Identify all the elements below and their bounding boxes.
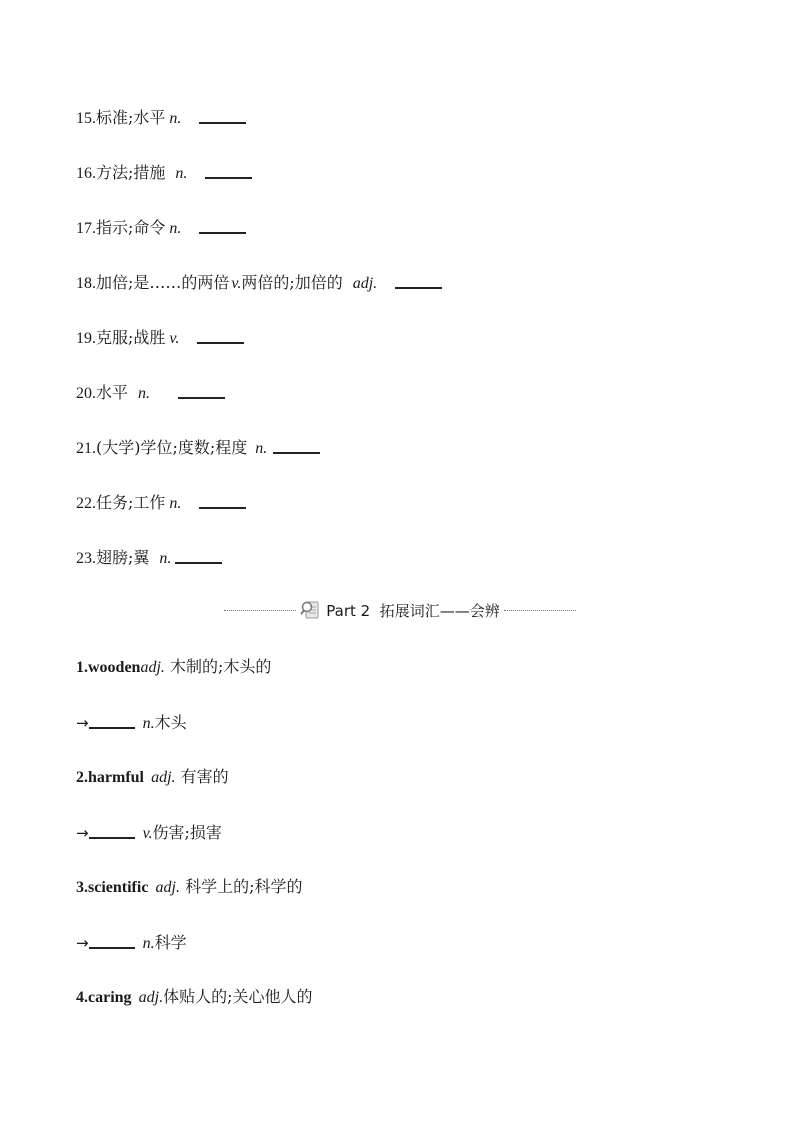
derivation-item-3: 3.scientific adj. 科学上的;科学的 — [76, 877, 303, 896]
derivation-item-2: 2.harmful adj. 有害的 — [76, 767, 229, 786]
derivation-item-4: 4.caring adj.体贴人的;关心他人的 — [76, 987, 313, 1006]
answer-blank[interactable] — [205, 161, 252, 179]
derivation-answer-3: → n.科学 — [76, 933, 187, 952]
vocab-item-19: 19.克服;战胜 v. — [76, 326, 244, 350]
answer-blank[interactable] — [89, 711, 135, 729]
derivation-answer-2: → v.伤害;损害 — [76, 823, 222, 842]
arrow-icon: → — [76, 824, 89, 842]
vocab-item-17: 17.指示;命令 n. — [76, 216, 246, 240]
vocab-item-18: 18.加倍;是……的两倍 v.两倍的;加倍的 adj. — [76, 271, 442, 295]
derivation-answer-1: → n.木头 — [76, 713, 187, 732]
part2-header — [220, 598, 580, 622]
answer-blank[interactable] — [89, 931, 135, 949]
divider-left — [224, 610, 296, 611]
derivation-item-1: 1.woodenadj. 木制的;木头的 — [76, 657, 272, 676]
answer-blank[interactable] — [199, 106, 246, 124]
answer-blank[interactable] — [199, 216, 246, 234]
vocab-item-23: 23.翅膀;翼 n. — [76, 546, 222, 570]
arrow-icon: → — [76, 714, 89, 732]
vocab-item-22: 22.任务;工作 n. — [76, 491, 246, 515]
answer-blank[interactable] — [199, 491, 246, 509]
divider-right — [504, 610, 576, 611]
answer-blank[interactable] — [178, 381, 225, 399]
magnifier-icon — [300, 599, 320, 621]
answer-blank[interactable] — [273, 436, 320, 454]
vocab-item-15: 15.标准;水平 n. — [76, 106, 246, 130]
vocab-item-20: 20.水平 n. — [76, 381, 225, 405]
vocab-item-16: 16.方法;措施 n. — [76, 161, 252, 185]
part2-title: Part 2 拓展词汇——会辨 — [326, 601, 500, 620]
arrow-icon: → — [76, 934, 89, 952]
answer-blank[interactable] — [395, 271, 442, 289]
answer-blank[interactable] — [89, 821, 135, 839]
answer-blank[interactable] — [175, 546, 222, 564]
answer-blank[interactable] — [197, 326, 244, 344]
vocab-item-21: 21.(大学)学位;度数;程度 n. — [76, 436, 320, 460]
